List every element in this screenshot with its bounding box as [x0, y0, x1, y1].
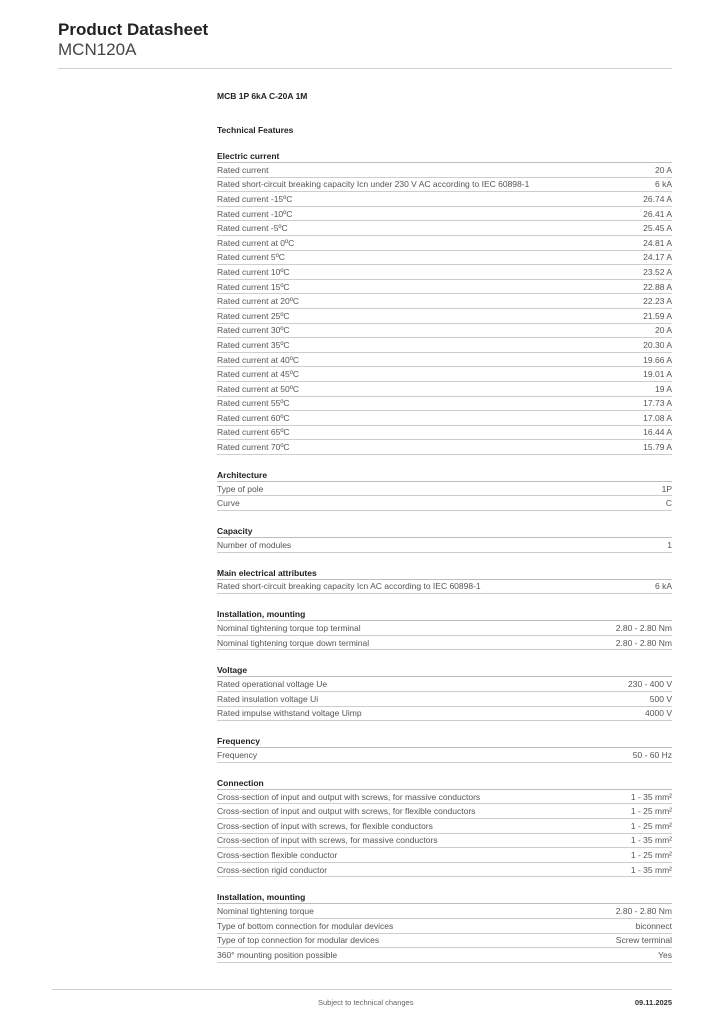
feature-value: 22.23 A [643, 296, 672, 307]
feature-row [217, 236, 672, 251]
feature-row [217, 621, 672, 636]
feature-value: 21.59 A [643, 310, 672, 321]
feature-value: 25.45 A [643, 223, 672, 234]
feature-value: 19 A [654, 383, 672, 394]
feature-label: Type of bottom connection for modular devices [217, 920, 394, 931]
feature-label: Rated current -10ºC [217, 208, 293, 219]
feature-section [217, 567, 672, 595]
feature-row [217, 934, 672, 949]
feature-row [217, 163, 672, 178]
section-title: Connection [217, 777, 672, 790]
section-title: Installation, mounting [217, 891, 672, 904]
feature-value: 6 kA [654, 179, 672, 190]
feature-label: Rated insulation voltage Ui [217, 693, 319, 704]
feature-label: Rated current 70ºC [217, 442, 290, 453]
feature-row [217, 748, 672, 763]
feature-row [217, 207, 672, 222]
feature-value: 1 - 35 mm² [630, 791, 672, 802]
feature-row [217, 353, 672, 368]
feature-row [217, 411, 672, 426]
footer-divider [52, 989, 672, 990]
section-title: Installation, mounting [217, 608, 672, 621]
feature-value: 19.01 A [643, 369, 672, 380]
feature-row [217, 580, 672, 595]
section-title: Voltage [217, 664, 672, 677]
feature-row [217, 482, 672, 497]
feature-row [217, 496, 672, 511]
feature-label: Number of modules [217, 539, 292, 550]
feature-row [217, 397, 672, 412]
feature-label: Type of top connection for modular devices [217, 935, 380, 946]
feature-value: 1 - 35 mm² [630, 864, 672, 875]
feature-sections [217, 150, 672, 963]
feature-section [217, 735, 672, 763]
feature-row [217, 440, 672, 455]
feature-value: 230 - 400 V [628, 679, 672, 690]
feature-label: Rated current 10ºC [217, 266, 290, 277]
feature-label: Curve [217, 498, 240, 509]
feature-label: Rated current 60ºC [217, 412, 290, 423]
section-title: Electric current [217, 150, 672, 163]
feature-value: 24.17 A [643, 252, 672, 263]
feature-section [217, 664, 672, 721]
feature-row [217, 538, 672, 553]
feature-value: Yes [658, 949, 672, 960]
model-number: MCN120A [58, 40, 137, 59]
feature-label: Rated current 30ºC [217, 325, 290, 336]
feature-label: Nominal tightening torque down terminal [217, 637, 370, 648]
feature-row [217, 382, 672, 397]
feature-value: 2.80 - 2.80 Nm [615, 637, 672, 648]
feature-row [217, 834, 672, 849]
feature-row [217, 251, 672, 266]
feature-label: Type of pole [217, 483, 264, 494]
feature-value: 6 kA [654, 581, 672, 592]
feature-row [217, 677, 672, 692]
feature-label: Nominal tightening torque top terminal [217, 623, 361, 634]
feature-label: Rated current 5ºC [217, 252, 285, 263]
feature-label: Rated current at 50ºC [217, 383, 300, 394]
feature-row [217, 426, 672, 441]
feature-section [217, 777, 672, 878]
feature-label: Frequency [217, 750, 258, 761]
section-title: Capacity [217, 525, 672, 538]
feature-label: 360° mounting position possible [217, 949, 338, 960]
feature-row [217, 192, 672, 207]
feature-row [217, 848, 672, 863]
feature-label: Cross-section of input with screws, for massive conductors [217, 835, 438, 846]
feature-label: Rated current 15ºC [217, 281, 290, 292]
feature-row [217, 948, 672, 963]
feature-row [217, 863, 672, 878]
feature-row [217, 338, 672, 353]
feature-value: Screw terminal [615, 935, 672, 946]
feature-value: 26.41 A [643, 208, 672, 219]
section-title: Architecture [217, 469, 672, 482]
feature-label: Rated impulse withstand voltage Uimp [217, 708, 362, 719]
feature-section [217, 891, 672, 962]
footer-date: 09.11.2025 [634, 998, 672, 1007]
feature-row [217, 919, 672, 934]
feature-section [217, 525, 672, 553]
feature-value: biconnect [635, 920, 672, 931]
feature-value: 20.30 A [643, 339, 672, 350]
feature-value: 17.73 A [643, 398, 672, 409]
footer-note: Subject to technical changes [318, 998, 414, 1007]
feature-value: 1 - 25 mm² [630, 849, 672, 860]
feature-value: 1 - 25 mm² [630, 820, 672, 831]
feature-value: 50 - 60 Hz [632, 750, 672, 761]
feature-value: 2.80 - 2.80 Nm [615, 623, 672, 634]
feature-row [217, 280, 672, 295]
feature-row [217, 692, 672, 707]
section-title: Main electrical attributes [217, 567, 672, 580]
feature-label: Rated current 55ºC [217, 398, 290, 409]
feature-section [217, 608, 672, 650]
feature-row [217, 804, 672, 819]
feature-value: 26.74 A [643, 193, 672, 204]
feature-value: 23.52 A [643, 266, 672, 277]
feature-label: Rated current 65ºC [217, 427, 290, 438]
feature-label: Cross-section of input and output with screws, for flexible conductors [217, 806, 476, 817]
datasheet-content [217, 90, 672, 963]
feature-value: 19.66 A [643, 354, 672, 365]
feature-label: Nominal tightening torque [217, 906, 314, 917]
feature-value: 1P [661, 483, 672, 494]
feature-row [217, 324, 672, 339]
feature-value: C [665, 498, 672, 509]
feature-value: 500 V [649, 693, 672, 704]
feature-value: 20 A [654, 164, 672, 175]
feature-row [217, 309, 672, 324]
feature-label: Cross-section of input with screws, for flexible conductors [217, 820, 433, 831]
feature-row [217, 707, 672, 722]
feature-label: Cross-section of input and output with screws, for massive conductors [217, 791, 481, 802]
feature-row [217, 294, 672, 309]
feature-label: Cross-section rigid conductor [217, 864, 328, 875]
feature-label: Rated current at 45ºC [217, 369, 300, 380]
feature-label: Rated current at 40ºC [217, 354, 300, 365]
page-title: Product Datasheet [58, 20, 209, 39]
feature-label: Rated current at 0ºC [217, 237, 295, 248]
feature-value: 1 [667, 539, 672, 550]
feature-row [217, 636, 672, 651]
feature-row [217, 178, 672, 193]
feature-row [217, 819, 672, 834]
feature-label: Rated current [217, 164, 269, 175]
feature-value: 20 A [654, 325, 672, 336]
technical-features-heading: Technical Features [217, 125, 294, 135]
page-header [58, 20, 208, 60]
feature-section [217, 469, 672, 511]
feature-value: 22.88 A [643, 281, 672, 292]
feature-value: 4000 V [645, 708, 672, 719]
feature-section [217, 150, 672, 455]
feature-value: 17.08 A [643, 412, 672, 423]
feature-label: Rated current at 20ºC [217, 296, 300, 307]
feature-value: 1 - 35 mm² [630, 835, 672, 846]
feature-row [217, 790, 672, 805]
feature-label: Cross-section flexible conductor [217, 849, 338, 860]
feature-value: 24.81 A [643, 237, 672, 248]
feature-value: 15.79 A [643, 442, 672, 453]
feature-label: Rated short-circuit breaking capacity Icn under 230 V AC according to IEC 60898-1 [217, 179, 530, 190]
product-name: MCB 1P 6kA C-20A 1M [217, 91, 308, 101]
feature-label: Rated current 25ºC [217, 310, 290, 321]
feature-label: Rated short-circuit breaking capacity Icn AC according to IEC 60898-1 [217, 581, 481, 592]
feature-row [217, 221, 672, 236]
feature-value: 2.80 - 2.80 Nm [615, 906, 672, 917]
feature-label: Rated current -15ºC [217, 193, 293, 204]
feature-row [217, 367, 672, 382]
header-divider [58, 68, 672, 69]
feature-label: Rated current -5ºC [217, 223, 288, 234]
feature-value: 1 - 25 mm² [630, 806, 672, 817]
feature-row [217, 265, 672, 280]
feature-row [217, 904, 672, 919]
feature-label: Rated operational voltage Ue [217, 679, 328, 690]
section-title: Frequency [217, 735, 672, 748]
feature-label: Rated current 35ºC [217, 339, 290, 350]
feature-value: 16.44 A [643, 427, 672, 438]
